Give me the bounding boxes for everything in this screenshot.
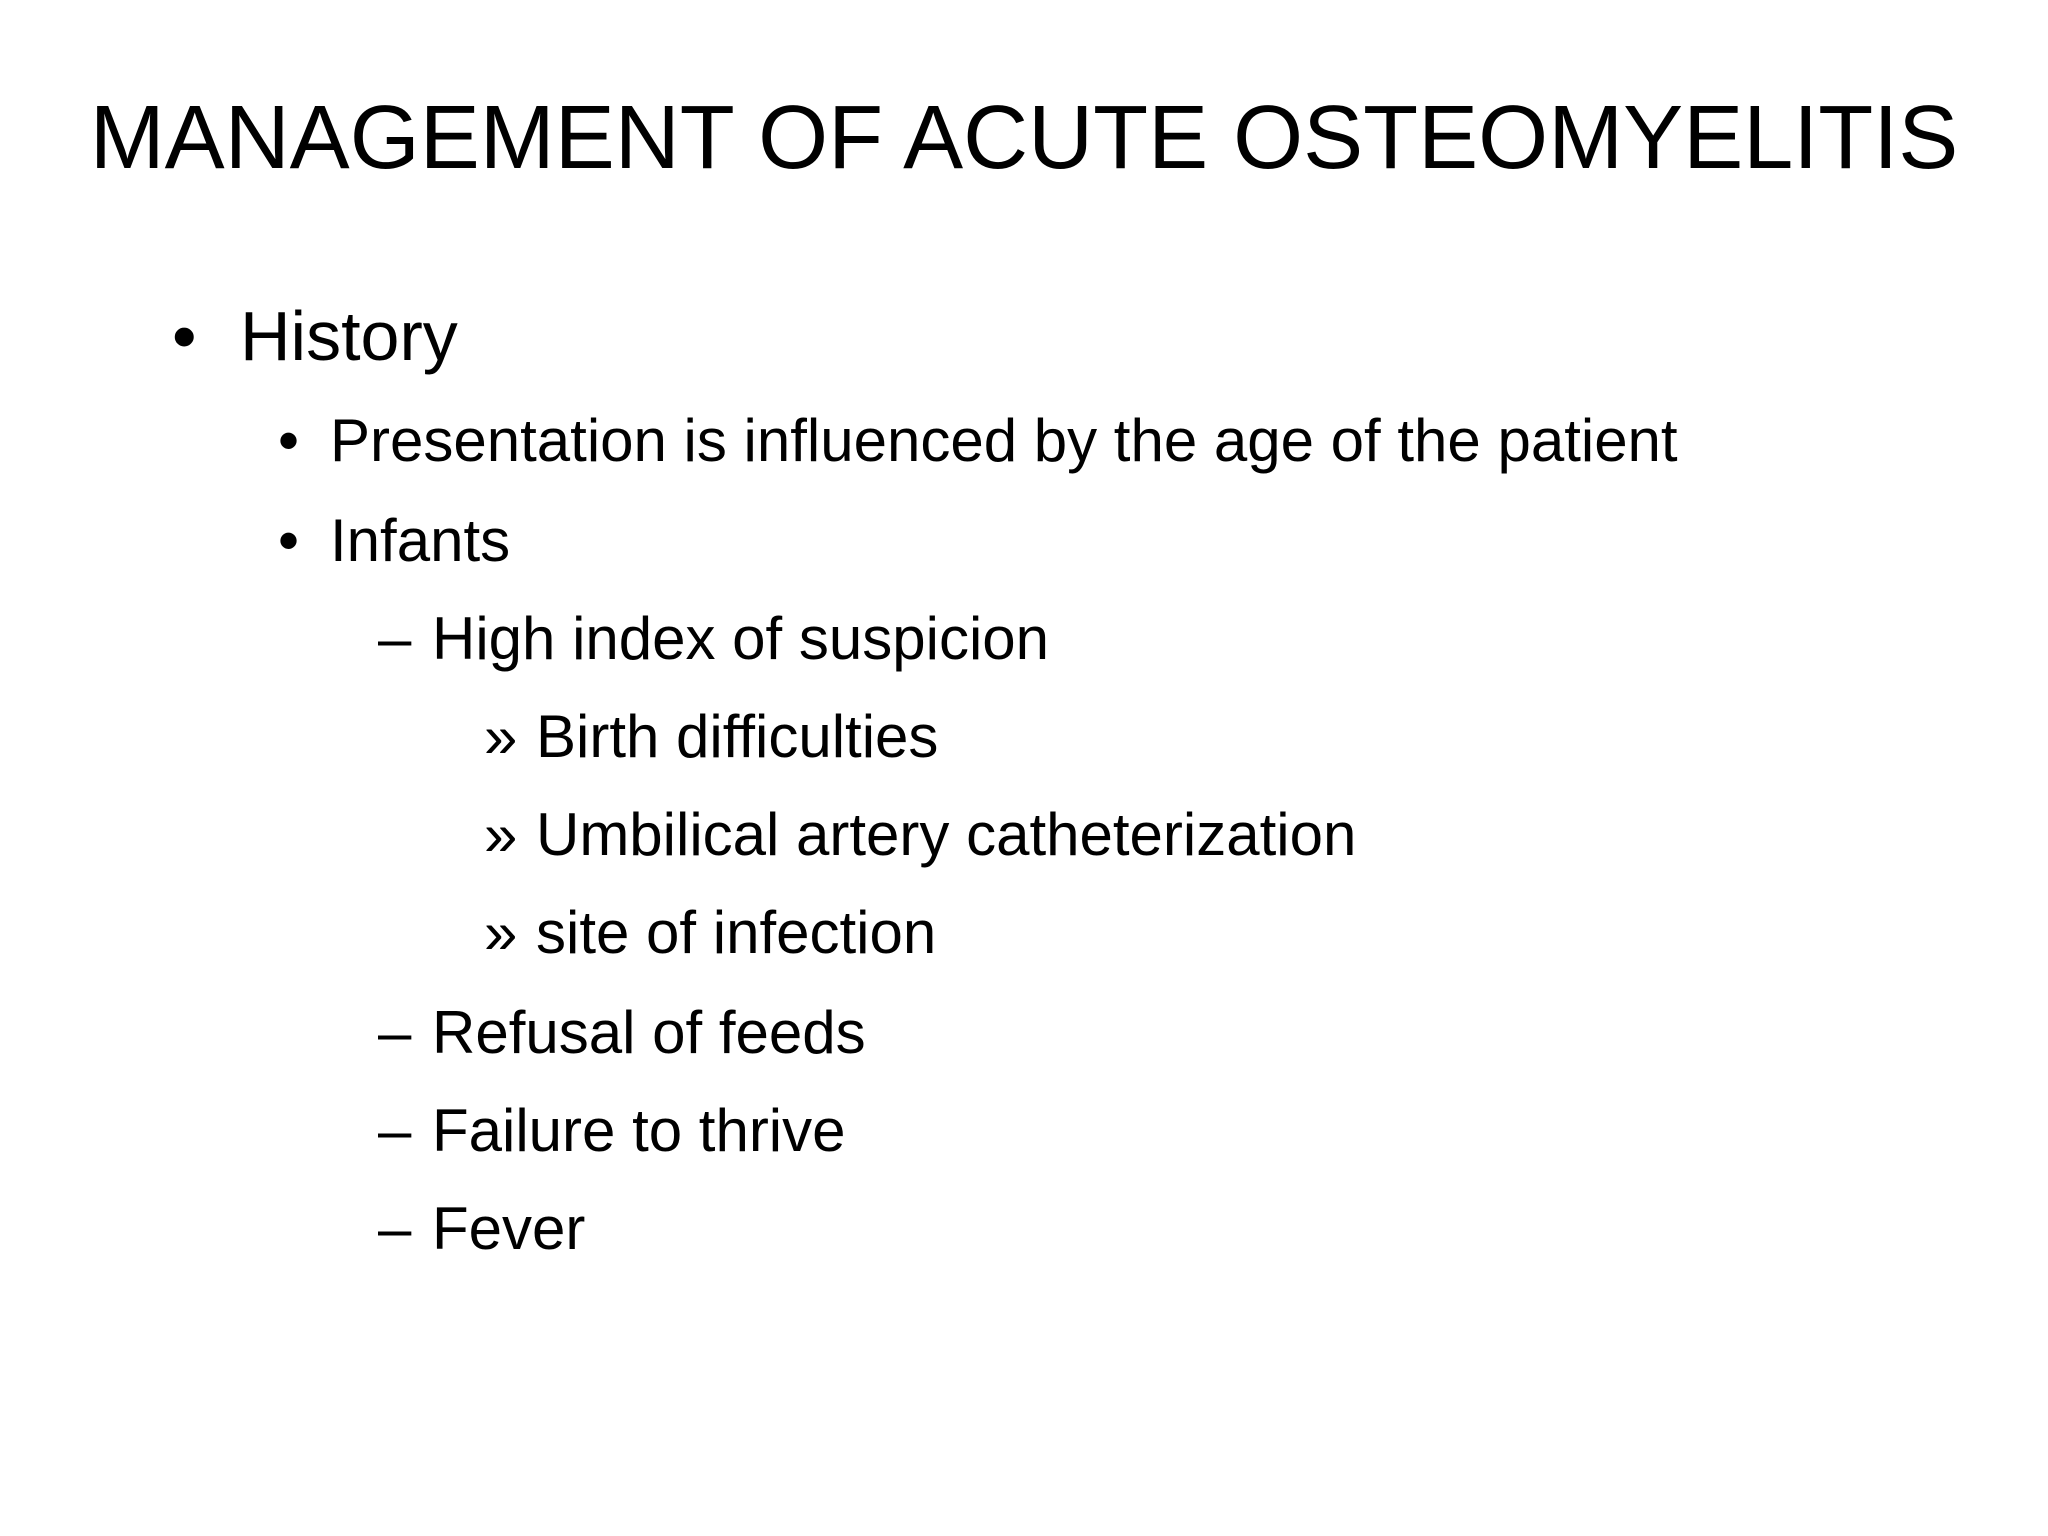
list-item-infants: Infants bbox=[330, 507, 511, 574]
list-item-failure-to-thrive: Failure to thrive bbox=[432, 1097, 846, 1164]
list-item-site-of-infection: site of infection bbox=[536, 899, 937, 966]
slide-title: MANAGEMENT OF ACUTE OSTEOMYELITIS bbox=[89, 88, 1959, 188]
bullet-icon: • bbox=[278, 407, 300, 474]
list-item-high-index: High index of suspicion bbox=[432, 605, 1050, 672]
dash-icon: – bbox=[378, 999, 412, 1066]
list-item-history: History bbox=[240, 297, 458, 375]
bullet-icon: • bbox=[278, 507, 300, 574]
chevron-right-icon: » bbox=[484, 703, 518, 770]
chevron-right-icon: » bbox=[484, 899, 518, 966]
list-item-umbilical: Umbilical artery catheterization bbox=[536, 801, 1357, 868]
list-item-presentation: Presentation is influenced by the age of the patient bbox=[330, 407, 1678, 474]
dash-icon: – bbox=[378, 1097, 412, 1164]
list-item-fever: Fever bbox=[432, 1195, 586, 1262]
list-item-refusal-of-feeds: Refusal of feeds bbox=[432, 999, 866, 1066]
dash-icon: – bbox=[378, 605, 412, 672]
bullet-icon: • bbox=[172, 297, 197, 375]
chevron-right-icon: » bbox=[484, 801, 518, 868]
list-item-birth-difficulties: Birth difficulties bbox=[536, 703, 939, 770]
dash-icon: – bbox=[378, 1195, 412, 1262]
